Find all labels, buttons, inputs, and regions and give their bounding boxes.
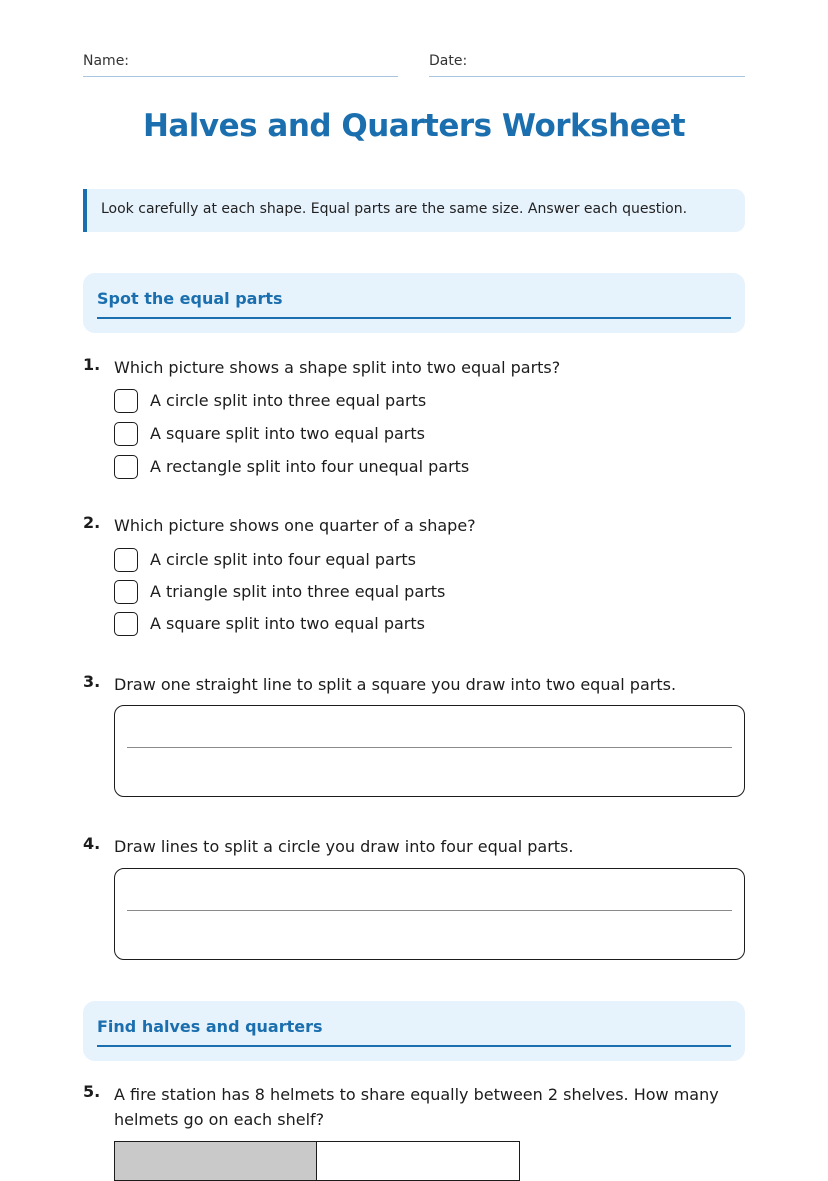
question-number: 2. [83, 513, 101, 532]
checkbox[interactable] [114, 422, 138, 446]
checkbox[interactable] [114, 612, 138, 636]
question-text: A fire station has 8 helmets to share equally between 2 shelves. How many helmets go on each shelf? [114, 1085, 719, 1129]
option-label: A rectangle split into four unequal parts [150, 457, 470, 476]
question-text: Draw one straight line to split a square you draw into two equal parts. [114, 675, 677, 694]
question-text: Which picture shows one quarter of a shape? [114, 516, 476, 535]
question-text: Which picture shows a shape split into two equal parts? [114, 358, 561, 377]
bar-model-empty-part [316, 1141, 520, 1181]
instructions-callout: Look carefully at each shape. Equal parts are the same size. Answer each question. [83, 189, 745, 232]
option-label: A circle split into three equal parts [150, 391, 427, 410]
answer-box-q4[interactable] [114, 868, 745, 960]
checkbox[interactable] [114, 389, 138, 413]
option-label: A square split into two equal parts [150, 614, 425, 633]
question-number: 1. [83, 355, 101, 374]
date-field[interactable] [429, 50, 745, 77]
question-text: Draw lines to split a circle you draw into four equal parts. [114, 837, 574, 856]
name-field[interactable] [83, 50, 398, 77]
section-divider [97, 317, 731, 319]
checkbox[interactable] [114, 548, 138, 572]
answer-box-q3[interactable] [114, 705, 745, 797]
section-title: Spot the equal parts [97, 289, 283, 308]
answer-writing-line [127, 747, 732, 748]
answer-writing-line [127, 910, 732, 911]
option-label: A circle split into four equal parts [150, 550, 416, 569]
page-title: Halves and Quarters Worksheet [142, 108, 686, 144]
question-number: 3. [83, 672, 101, 691]
name-label: Name: [83, 53, 130, 69]
checkbox[interactable] [114, 455, 138, 479]
section-divider [97, 1045, 731, 1047]
checkbox[interactable] [114, 580, 138, 604]
question-number: 5. [83, 1082, 101, 1101]
option-label: A square split into two equal parts [150, 424, 425, 443]
date-label: Date: [429, 53, 468, 69]
option-label: A triangle split into three equal parts [150, 582, 446, 601]
question-number: 4. [83, 834, 101, 853]
section-find-halves-quarters [83, 1001, 745, 1061]
bar-model-shaded-part [114, 1141, 318, 1181]
header-row [83, 50, 745, 78]
section-spot-equal-parts [83, 273, 745, 333]
section-title: Find halves and quarters [97, 1017, 323, 1036]
bar-model [114, 1141, 520, 1181]
